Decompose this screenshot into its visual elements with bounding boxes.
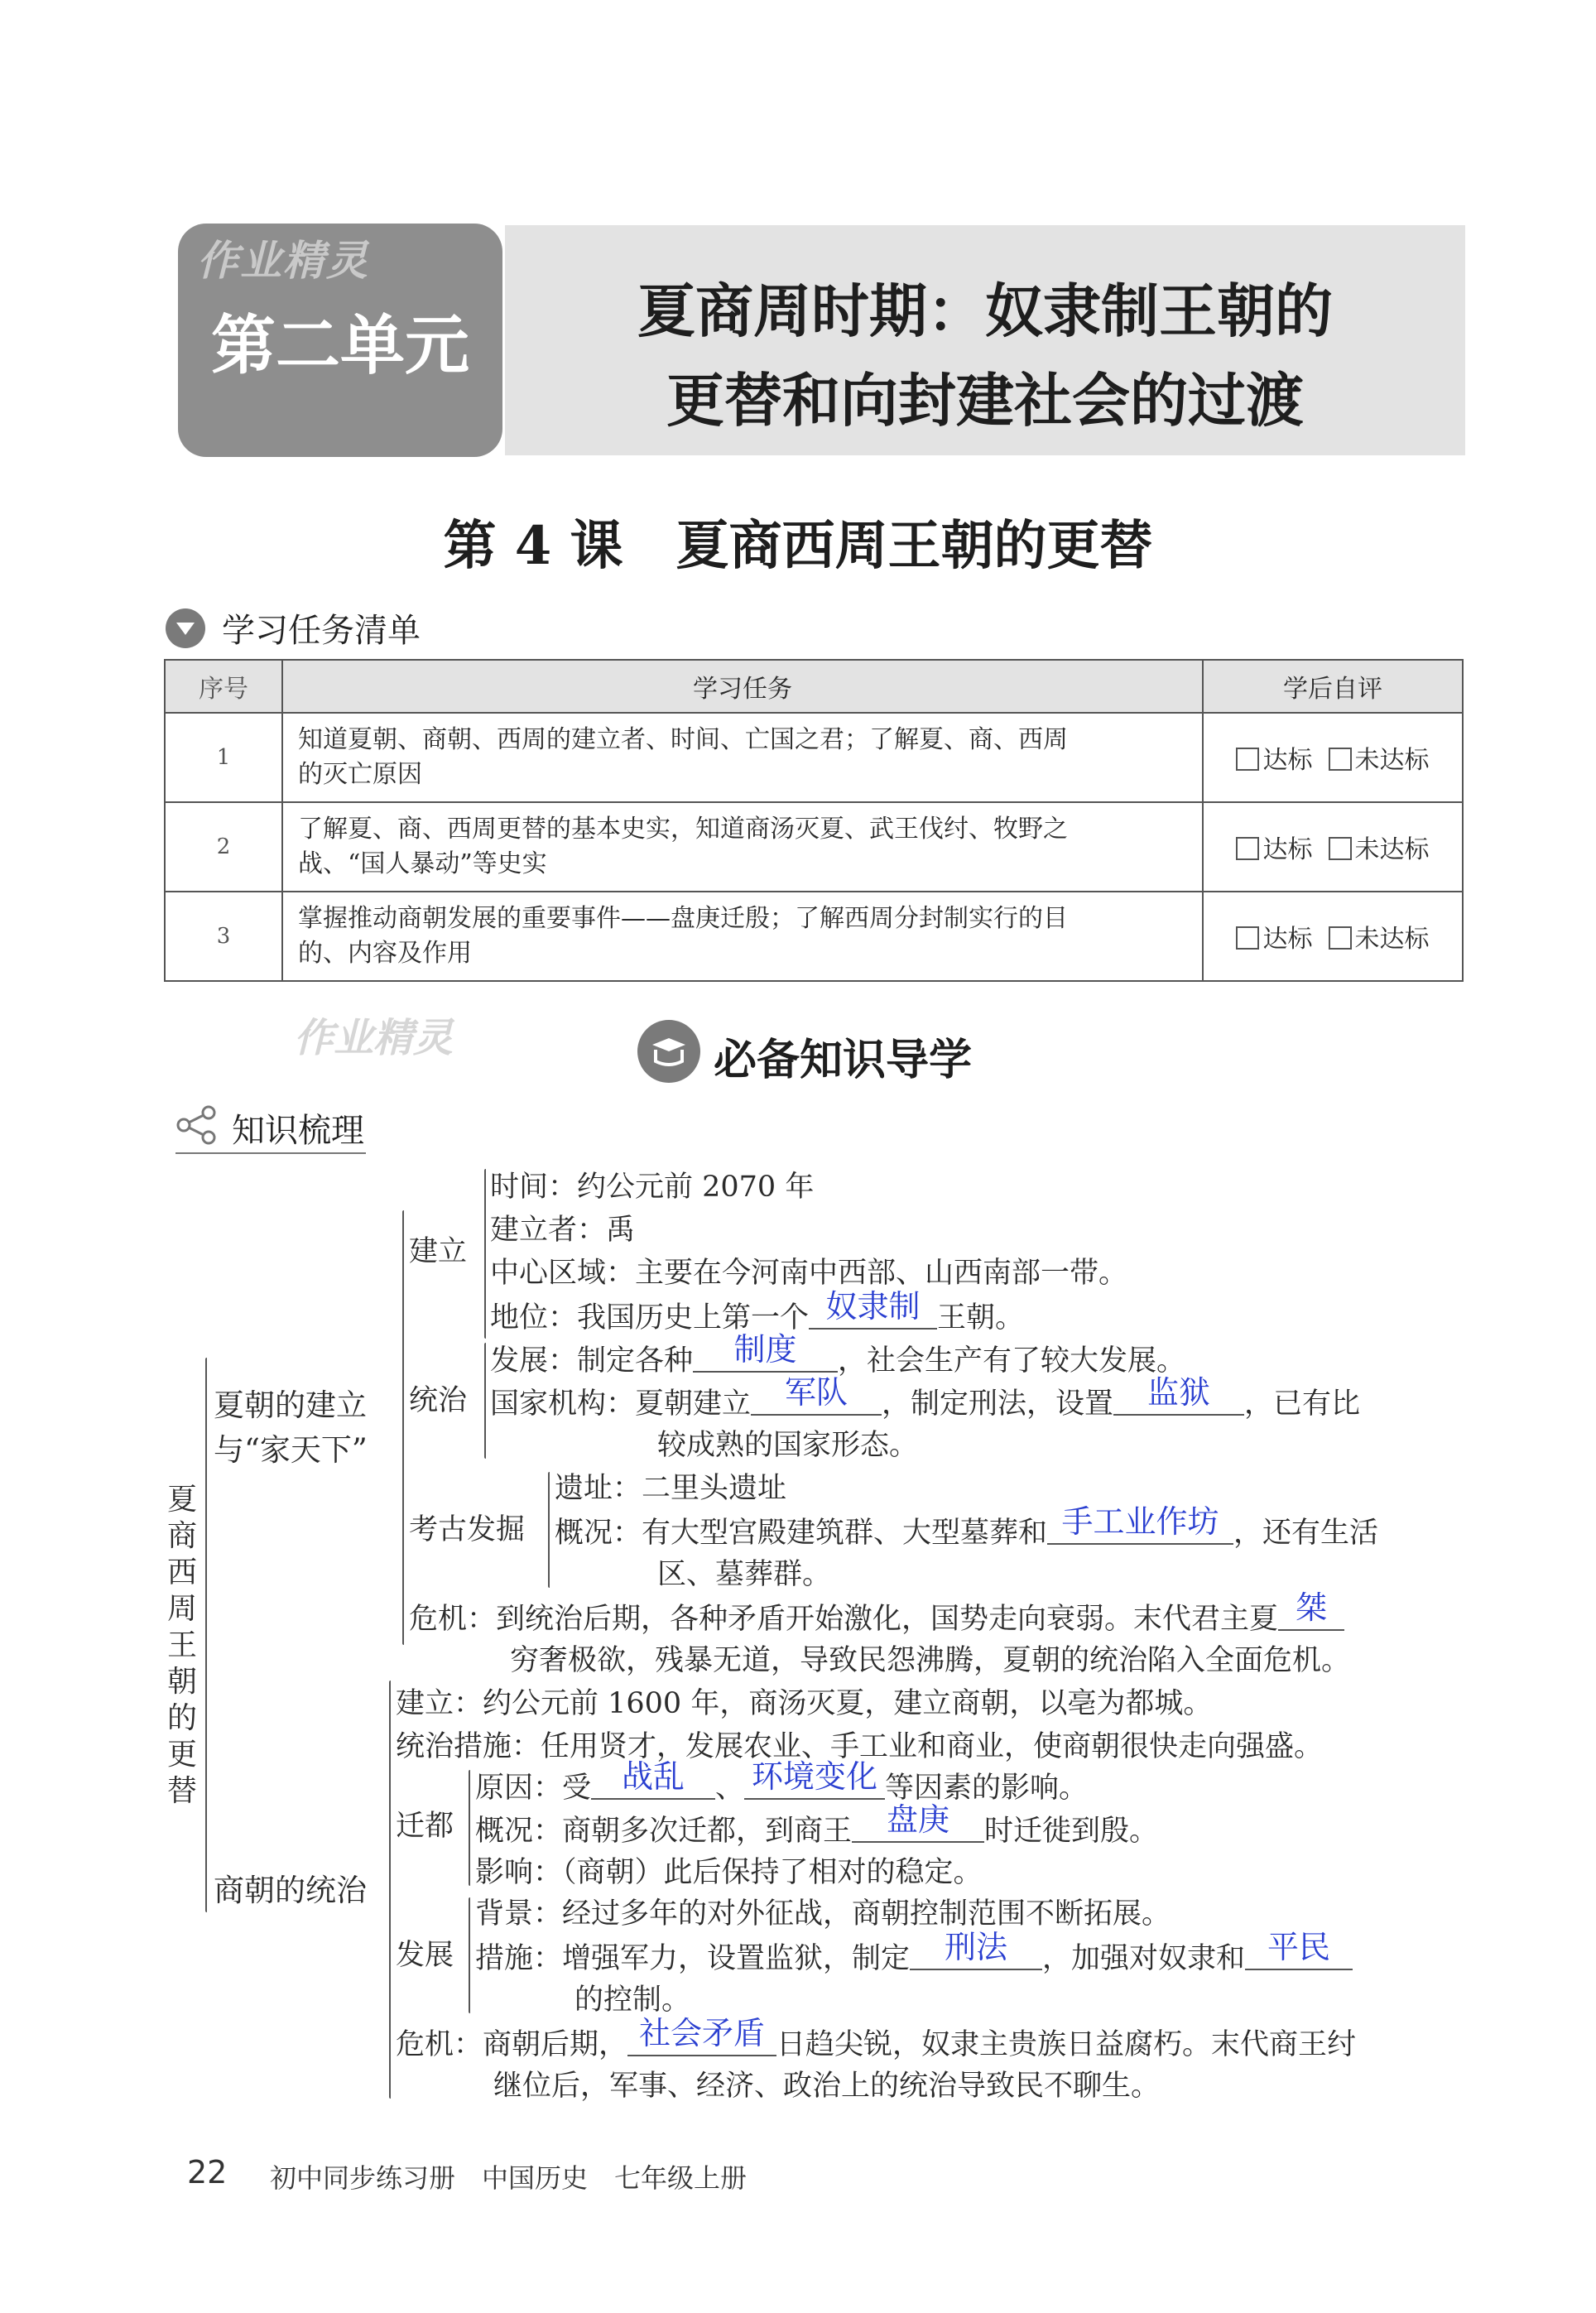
shang-ov: [475, 1801, 1159, 1853]
xia-title-2: 与“家天下”: [214, 1432, 368, 1468]
tongzhi-brace: [484, 1343, 486, 1459]
shang-crisis-blank[interactable]: [627, 2015, 776, 2056]
shang-brace: [389, 1681, 391, 2099]
xia-overview-post: ，还有生活: [1233, 1517, 1379, 1550]
table-header-row: [165, 660, 1463, 713]
header-no: 序号: [165, 660, 282, 713]
qiandu-brace: [469, 1770, 470, 1886]
unit-watermark: 作业精灵: [197, 237, 369, 285]
shang-effect: 影响：（商朝）此后保持了相对的稳定。: [475, 1856, 983, 1889]
xia-jianli-label: 建立: [409, 1235, 468, 1268]
row-task-line: 战、“国人暴动”等史实: [298, 849, 547, 878]
xia-overview-pre: 概况：有大型宫殿建筑群、大型墓葬和: [555, 1517, 1048, 1550]
pass-label: 达标: [1262, 746, 1313, 775]
shang-meas-line2: 的控制。: [574, 1984, 691, 2017]
shang-meas-answer-1: 刑法: [945, 1929, 1008, 1965]
row-task-line: 知道夏朝、商朝、西周的建立者、时间、亡国之君；了解夏、商、西周: [298, 725, 1068, 754]
xia-overview-answer: 手工业作坊: [1061, 1503, 1219, 1540]
pass-label: 达标: [1262, 925, 1313, 954]
xia-site: 遗址：二里头遗址: [555, 1472, 787, 1505]
shang-reason-answer-2: 环境变化: [752, 1758, 878, 1795]
shang-reason-pre: 原因：受: [475, 1772, 592, 1805]
row-no: 2: [165, 802, 282, 892]
shang-crisis-post: 日趋尖锐，奴隶主贵族日益腐朽。末代商王纣: [776, 2028, 1357, 2061]
kaogu-brace: [548, 1472, 550, 1588]
xia-overview: [555, 1503, 1379, 1555]
row-task-line: 的、内容及作用: [298, 939, 472, 968]
shang-crisis-answer: 社会矛盾: [639, 2015, 766, 2051]
header-eval: 学后自评: [1203, 660, 1463, 713]
shang-measures: 统治措施：任用贤才，发展农业、手工业和商业，使商朝很快走向强盛。: [396, 1730, 1324, 1763]
xia-tongzhi-label: 统治: [409, 1384, 468, 1417]
xia-org-post: ，已有比: [1244, 1387, 1361, 1421]
xia-crisis-answer: 桀: [1296, 1589, 1328, 1626]
xia-status-pre: 地位：我国历史上第一个: [490, 1301, 810, 1334]
xia-dev-blank[interactable]: [693, 1331, 838, 1373]
xia-dev-post: ，社会生产有了较大发展。: [838, 1344, 1186, 1378]
lesson-title: 第 4 课 夏商西周王朝的更替: [443, 515, 1153, 577]
xia-brace: [402, 1210, 404, 1645]
pass-checkbox[interactable]: [1236, 837, 1259, 860]
xia-crisis-pre: 危机：到统治后期，各种矛盾开始激化，国势走向衰弱。末代君主夏: [409, 1603, 1279, 1636]
fail-label: 未达标: [1354, 925, 1430, 954]
xia-org-line2: 较成熟的国家形态。: [657, 1429, 919, 1462]
xia-kaogu-label: 考古发掘: [409, 1513, 526, 1546]
shang-title: 商朝的统治: [214, 1873, 367, 1908]
row-task-line: 了解夏、商、西周更替的基本史实，知道商汤灭夏、武王伐纣、牧野之: [298, 815, 1068, 844]
share-icon: [175, 1105, 219, 1148]
shang-reason-blank-1[interactable]: [591, 1758, 715, 1800]
xia-status-post: 王朝。: [937, 1301, 1025, 1334]
shang-meas-blank-2[interactable]: [1245, 1929, 1353, 1970]
fail-label: 未达标: [1354, 746, 1430, 775]
xia-org-pre: 国家机构：夏朝建立: [490, 1387, 752, 1421]
row-task: [282, 713, 1203, 802]
shang-crisis-pre: 危机：商朝后期，: [396, 2028, 628, 2061]
fail-checkbox[interactable]: [1329, 837, 1352, 860]
row-no: 3: [165, 892, 282, 981]
pass-label: 达标: [1262, 835, 1313, 864]
shang-ov-post: 时迁徙到殷。: [984, 1815, 1159, 1848]
fail-checkbox[interactable]: [1329, 748, 1352, 771]
xia-org: [490, 1374, 1361, 1426]
xia-org-answer-2: 监狱: [1147, 1374, 1211, 1411]
shang-ov-blank[interactable]: [852, 1801, 984, 1843]
xia-title-1: 夏朝的建立: [214, 1387, 367, 1423]
shang-crisis-line2: 继位后，军事、经济、政治上的统治导致民不聊生。: [493, 2070, 1161, 2103]
shang-reason-blank-2[interactable]: [744, 1758, 885, 1800]
root-brace: [205, 1358, 207, 1912]
table-row: [165, 713, 1463, 802]
shang-meas-answer-2: 平民: [1267, 1929, 1331, 1965]
xia-time: 时间：约公元前 2070 年: [490, 1171, 815, 1204]
row-task: [282, 802, 1203, 892]
section-main-title: 必备知识导学: [714, 1036, 973, 1085]
xia-status-answer: 奴隶制: [825, 1288, 921, 1325]
fail-label: 未达标: [1354, 835, 1430, 864]
shang-reason-answer-1: 战乱: [622, 1758, 685, 1795]
task-table: [164, 659, 1464, 982]
shang-meas-blank-1[interactable]: [910, 1929, 1042, 1970]
shang-found: 建立：约公元前 1600 年，商汤灭夏，建立商朝，以亳为都城。: [396, 1687, 1213, 1720]
book-title: 初中同步练习册 中国历史 七年级上册: [270, 2162, 748, 2194]
unit-label: 第二单元: [210, 309, 469, 383]
jianli-brace: [484, 1169, 486, 1339]
xia-crisis-blank[interactable]: [1278, 1589, 1344, 1631]
xia-org-blank-1[interactable]: [751, 1374, 882, 1416]
fazhan-brace: [469, 1897, 470, 2013]
section-watermark: 作业精灵: [294, 1015, 454, 1061]
book-icon: [637, 1020, 700, 1083]
xia-crisis: [409, 1589, 1344, 1641]
pass-checkbox[interactable]: [1236, 926, 1259, 950]
xia-founder: 建立者：禹: [490, 1214, 636, 1247]
table-row: [165, 892, 1463, 981]
xia-overview-blank[interactable]: [1047, 1503, 1233, 1545]
shang-meas-mid: ，加强对奴隶和: [1042, 1942, 1246, 1975]
shang-reason: [475, 1758, 1089, 1810]
shang-meas-pre: 措施：增强军力，设置监狱，制定: [475, 1942, 911, 1975]
row-eval: [1203, 892, 1463, 981]
xia-crisis-line2: 穷奢极欲，残暴无道，导致民怨沸腾，夏朝的统治陷入全面危机。: [510, 1644, 1351, 1677]
row-task: [282, 892, 1203, 981]
shang-reason-post: 等因素的影响。: [885, 1772, 1089, 1805]
xia-org-answer-1: 军队: [785, 1374, 848, 1411]
section-divider: [175, 1152, 366, 1154]
shang-ov-pre: 概况：商朝多次迁都，到商王: [475, 1815, 853, 1848]
shang-fazhan-label: 发展: [396, 1939, 454, 1972]
row-no: 1: [165, 713, 282, 802]
table-row: [165, 802, 1463, 892]
row-task-line: 的灭亡原因: [298, 760, 422, 789]
page-number: 22: [187, 2154, 228, 2190]
section-sub-title: 知识梳理: [232, 1112, 364, 1150]
xia-dev-answer: 制度: [733, 1331, 797, 1368]
xia-dev-pre: 发展：制定各种: [490, 1344, 694, 1378]
row-task-line: 掌握推动商朝发展的重要事件——盘庚迁殷；了解西周分封制实行的目: [298, 904, 1068, 933]
map-root: 夏商西周王朝的更替: [166, 1483, 197, 1808]
unit-title-line2: 更替和向封建社会的过渡: [666, 367, 1304, 435]
chevron-down-icon: [166, 608, 205, 648]
shang-ov-answer: 盘庚: [887, 1801, 950, 1838]
shang-meas: [475, 1929, 1353, 1980]
task-list-title: 学习任务清单: [222, 612, 421, 650]
fail-checkbox[interactable]: [1329, 926, 1352, 950]
row-eval: [1203, 713, 1463, 802]
xia-org-blank-2[interactable]: [1113, 1374, 1244, 1416]
xia-org-mid: ，制定刑法，设置: [882, 1387, 1114, 1421]
unit-title-line1: 夏商周时期：奴隶制王朝的: [637, 277, 1333, 345]
xia-status-blank[interactable]: [809, 1288, 937, 1330]
pass-checkbox[interactable]: [1236, 748, 1259, 771]
xia-overview-line2: 区、墓葬群。: [657, 1558, 832, 1591]
shang-qiandu-label: 迁都: [396, 1810, 454, 1843]
row-eval: [1203, 802, 1463, 892]
header-task: 学习任务: [282, 660, 1203, 713]
shang-reason-sep: 、: [715, 1772, 745, 1805]
shang-crisis: [396, 2015, 1357, 2066]
shang-bg: 背景：经过多年的对外征战，商朝控制范围不断拓展。: [475, 1897, 1171, 1931]
xia-center: 中心区域：主要在今河南中西部、山西南部一带。: [490, 1257, 1128, 1290]
